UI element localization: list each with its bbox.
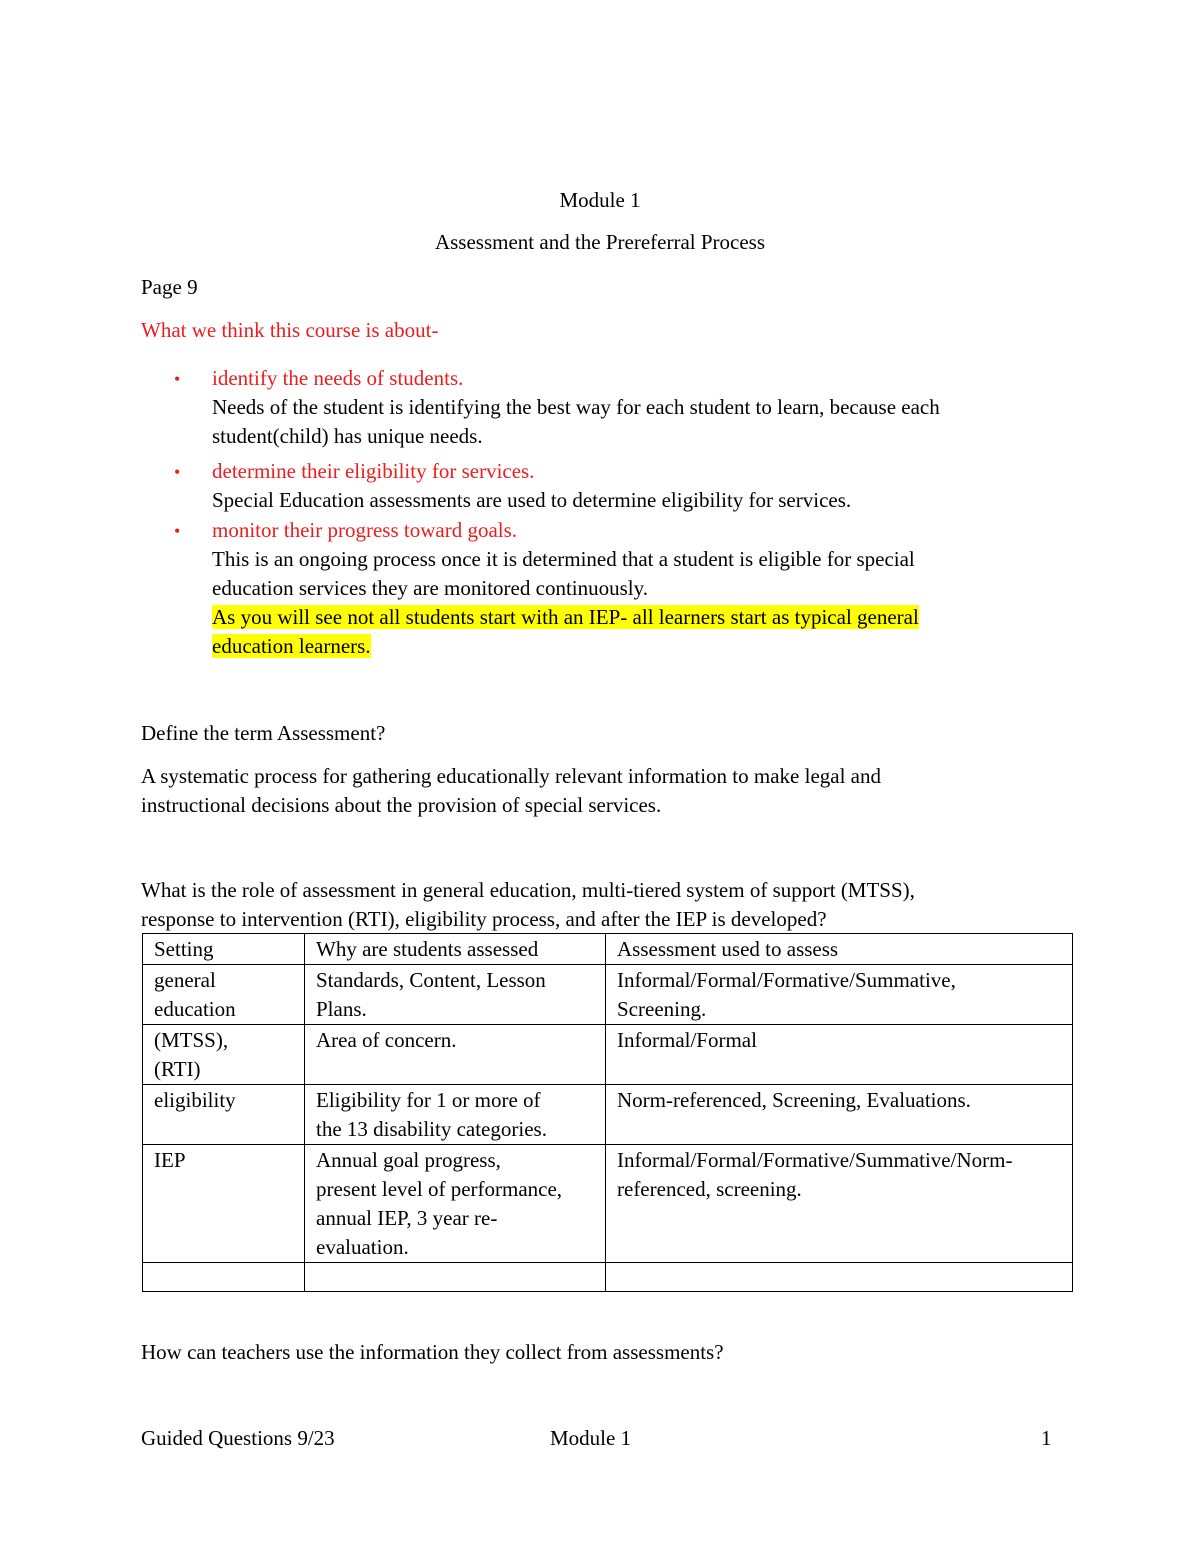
definition-answer-line: A systematic process for gathering educationally relevant information to make legal and xyxy=(141,764,882,788)
cell-empty xyxy=(606,1263,1073,1292)
page-number: 1 xyxy=(1041,1426,1052,1450)
closing-question: How can teachers use the information they collect from assessments? xyxy=(141,1340,724,1364)
bullet-heading: determine their eligibility for services. xyxy=(212,459,535,483)
bullet-text-line: Needs of the student is identifying the best way for each student to learn, because each xyxy=(212,395,940,419)
cell-line: Eligibility for 1 or more of xyxy=(316,1088,541,1112)
footer-center: Module 1 xyxy=(550,1426,632,1450)
cell-line: Annual goal progress, xyxy=(316,1148,501,1172)
role-question-line: What is the role of assessment in general education, multi-tiered system of support (MTSS), xyxy=(141,878,915,902)
list-item xyxy=(212,457,1072,515)
cell-used xyxy=(606,1145,1073,1263)
bullet-text-line: Special Education assessments are used to determine eligibility for services. xyxy=(212,488,852,512)
bullet-icon: • xyxy=(174,369,181,389)
cell-line: present level of performance, xyxy=(316,1177,563,1201)
list-item xyxy=(212,516,1072,661)
bullet-icon: • xyxy=(174,462,181,482)
table-row xyxy=(143,965,1073,1025)
definition-question: Define the term Assessment? xyxy=(141,721,386,745)
highlighted-note-line: As you will see not all students start with an IEP- all learners start as typical general xyxy=(212,605,919,629)
table-row-empty xyxy=(143,1263,1073,1292)
cell-why xyxy=(305,965,606,1025)
cell-why xyxy=(305,1145,606,1263)
page-title: Assessment and the Prereferral Process xyxy=(434,230,766,254)
list-item xyxy=(212,364,1072,451)
cell-line: IEP xyxy=(154,1148,186,1172)
table-header-row xyxy=(143,934,1073,965)
intro-question: What we think this course is about- xyxy=(141,318,439,342)
cell-line: Plans. xyxy=(316,997,367,1021)
cell-line: Area of concern. xyxy=(316,1028,457,1052)
cell-why xyxy=(305,1025,606,1085)
cell-line: referenced, screening. xyxy=(617,1177,802,1201)
cell-empty xyxy=(305,1263,606,1292)
bullet-heading: monitor their progress toward goals. xyxy=(212,518,518,542)
bullet-icon: • xyxy=(174,521,181,541)
cell-setting xyxy=(143,1145,305,1263)
cell-line: education xyxy=(154,997,236,1021)
cell-line: evaluation. xyxy=(316,1235,409,1259)
highlighted-note-line: education learners. xyxy=(212,634,371,658)
cell-line: Screening. xyxy=(617,997,707,1021)
footer-left: Guided Questions 9/23 xyxy=(141,1426,335,1450)
cell-line: general xyxy=(154,968,216,992)
definition-answer xyxy=(141,762,1041,820)
cell-line: the 13 disability categories. xyxy=(316,1117,547,1141)
cell-empty xyxy=(143,1263,305,1292)
cell-used xyxy=(606,1085,1073,1145)
cell-line: Informal/Formal/Formative/Summative/Norm- xyxy=(617,1148,1013,1172)
cell-line: Informal/Formal/Formative/Summative, xyxy=(617,968,956,992)
role-question-line: response to intervention (RTI), eligibility process, and after the IEP is developed? xyxy=(141,907,827,931)
bullet-text-line: education services they are monitored continuously. xyxy=(212,576,649,600)
cell-line: Standards, Content, Lesson xyxy=(316,968,546,992)
cell-setting xyxy=(143,1025,305,1085)
table-row xyxy=(143,1025,1073,1085)
definition-answer-line: instructional decisions about the provision of special services. xyxy=(141,793,662,817)
cell-setting xyxy=(143,1085,305,1145)
cell-line: Norm-referenced, Screening, Evaluations. xyxy=(617,1088,971,1112)
cell-line: Informal/Formal xyxy=(617,1028,757,1052)
bullet-text-line: student(child) has unique needs. xyxy=(212,424,483,448)
cell-line: (RTI) xyxy=(154,1057,201,1081)
cell-setting xyxy=(143,965,305,1025)
column-header-setting: Setting xyxy=(143,934,305,965)
cell-why xyxy=(305,1085,606,1145)
table-row xyxy=(143,1085,1073,1145)
module-heading: Module 1 xyxy=(559,188,641,212)
bullet-text-line: This is an ongoing process once it is determined that a student is eligible for special xyxy=(212,547,915,571)
role-question xyxy=(141,876,1041,934)
assessment-table xyxy=(142,933,1073,1292)
cell-used xyxy=(606,1025,1073,1085)
cell-used xyxy=(606,965,1073,1025)
table-row xyxy=(143,1145,1073,1263)
column-header-used: Assessment used to assess xyxy=(606,934,1073,965)
cell-line: (MTSS), xyxy=(154,1028,229,1052)
cell-line: annual IEP, 3 year re- xyxy=(316,1206,498,1230)
bullet-heading: identify the needs of students. xyxy=(212,366,464,390)
page-label: Page 9 xyxy=(141,275,198,299)
column-header-why: Why are students assessed xyxy=(305,934,606,965)
cell-line: eligibility xyxy=(154,1088,236,1112)
